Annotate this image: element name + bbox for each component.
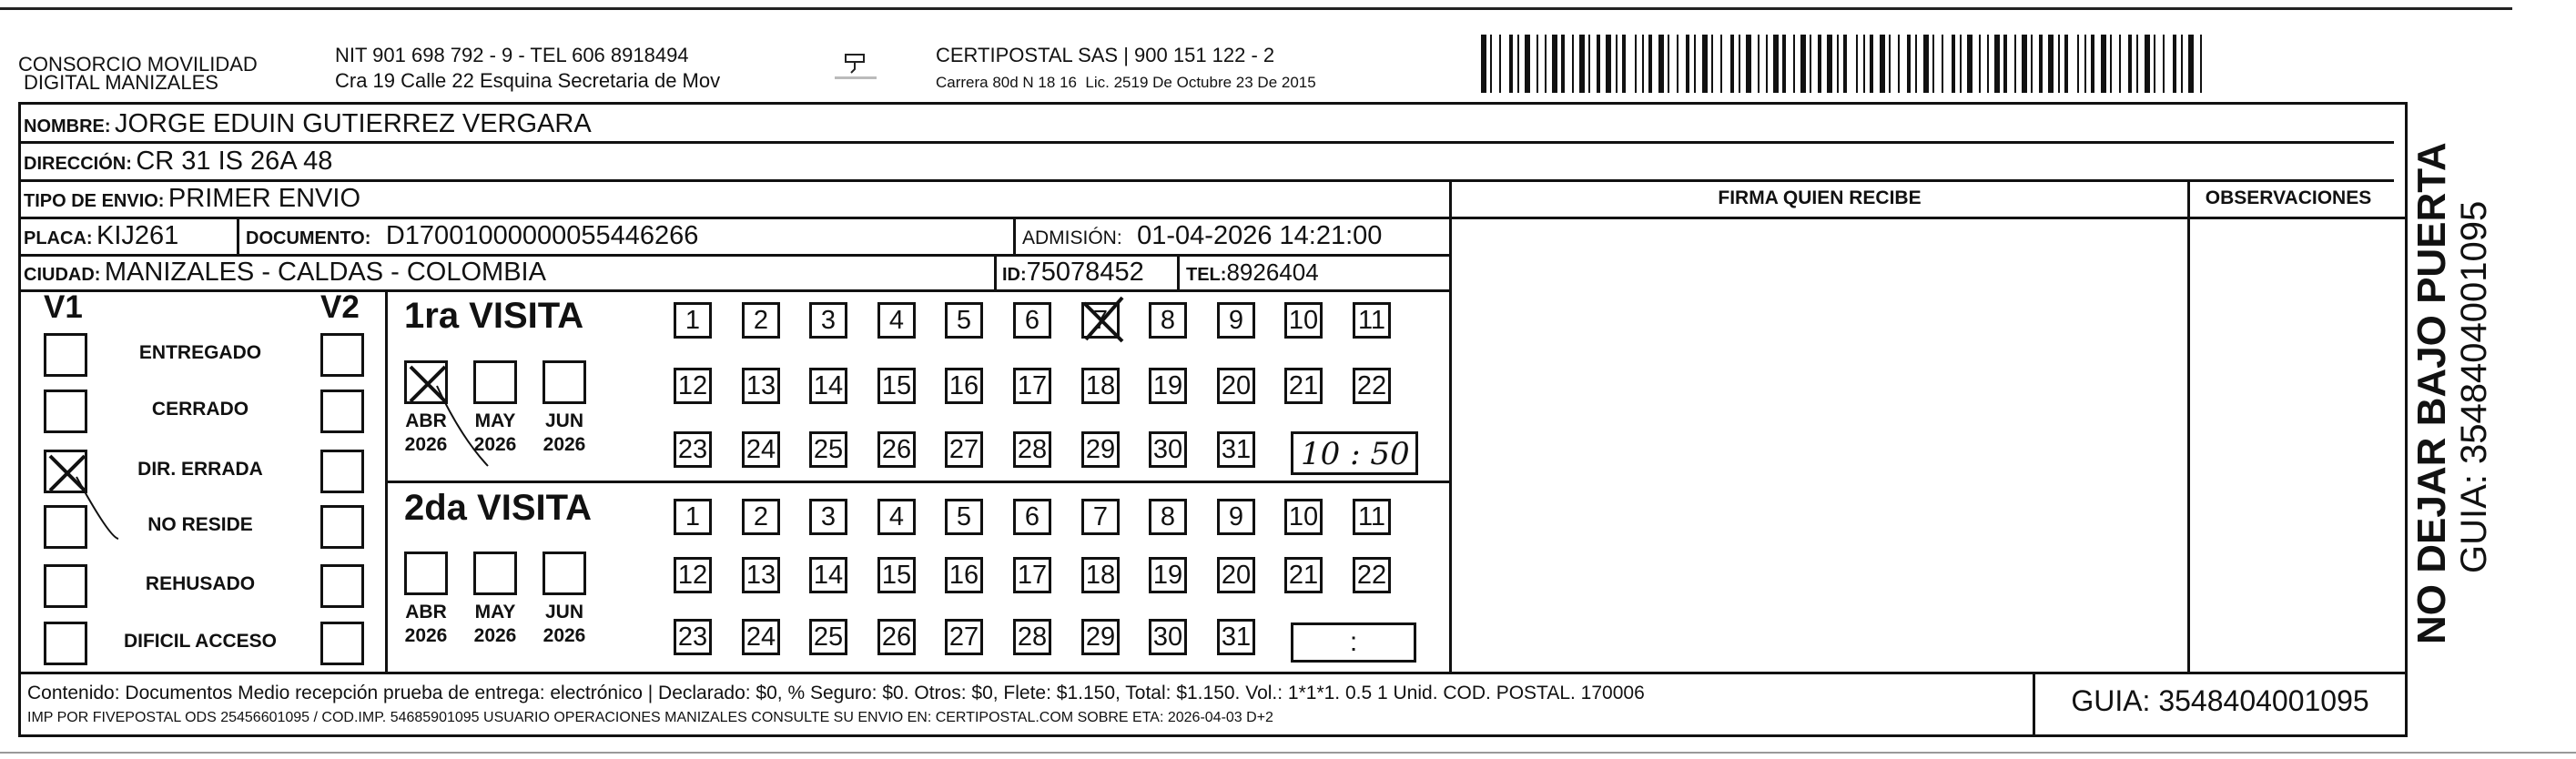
first-visit-day-number: 9 <box>1228 305 1244 335</box>
v2-checkbox[interactable] <box>320 390 364 433</box>
first-visit-day-number: 7 <box>1092 305 1109 335</box>
second-visit-day-box[interactable] <box>1149 499 1187 535</box>
row-divider-3 <box>18 217 2408 219</box>
first-visit-day-number: 27 <box>948 434 979 464</box>
second-visit-day-number: 15 <box>881 560 912 590</box>
second-visit-month-label: ABR <box>405 602 447 622</box>
pen-stroke-icon <box>433 382 506 473</box>
first-visit-day-number: 4 <box>888 305 905 335</box>
second-visit-day-box[interactable] <box>809 557 847 593</box>
second-visit-day-box[interactable] <box>1353 499 1391 535</box>
v2-checkbox[interactable] <box>320 622 364 665</box>
second-visit-day-box[interactable] <box>1217 619 1255 655</box>
second-visit-day-number: 17 <box>1017 560 1048 590</box>
status-label: CERRADO <box>151 399 249 420</box>
second-visit-day-number: 16 <box>948 560 979 590</box>
second-visit-title: 2da VISITA <box>404 488 592 528</box>
v1-checkbox[interactable] <box>44 622 87 665</box>
second-visit-day-box[interactable] <box>877 499 916 535</box>
id-value: 75078452 <box>1026 258 1144 287</box>
second-visit-day-number: 14 <box>813 560 844 590</box>
side-notice: NO DEJAR BAJO PUERTA <box>2409 142 2454 644</box>
sender-nit: NIT 901 698 792 - 9 - TEL 606 8918494 <box>335 44 689 66</box>
first-visit-day-number: 11 <box>1357 305 1386 335</box>
second-visit-day-box[interactable] <box>1013 499 1051 535</box>
nombre-label: NOMBRE: <box>24 116 111 137</box>
second-visit-day-number: 1 <box>685 501 701 531</box>
second-visit-month-year: 2026 <box>404 625 448 646</box>
v1-checkbox[interactable] <box>44 333 87 377</box>
second-visit-day-box[interactable] <box>945 619 983 655</box>
first-visit-day-box[interactable] <box>1284 302 1323 339</box>
tel-value: 8926404 <box>1226 258 1319 286</box>
second-visit-day-box[interactable] <box>877 557 916 593</box>
second-visit-day-number: 4 <box>888 501 905 531</box>
second-visit-month-checkbox[interactable] <box>404 552 448 595</box>
first-visit-day-number: 14 <box>813 370 844 400</box>
first-visit-day-box[interactable] <box>1013 302 1051 339</box>
admision-value: 01-04-2026 14:21:00 <box>1137 221 1383 250</box>
second-visit-day-box[interactable] <box>1081 499 1120 535</box>
first-visit-day-box[interactable] <box>809 368 847 404</box>
first-visit-day-box[interactable] <box>1081 302 1120 339</box>
status-label: DIR. ERRADA <box>137 459 263 480</box>
first-visit-month-year: 2026 <box>473 434 517 455</box>
status-label: DIFICIL ACCESO <box>123 631 277 652</box>
first-visit-day-box[interactable] <box>877 431 916 468</box>
documento-label: DOCUMENTO: <box>246 228 371 248</box>
firma-header: FIRMA QUIEN RECIBE <box>1718 187 1922 208</box>
v2-header: V2 <box>320 289 360 325</box>
second-visit-day-number: 27 <box>948 622 979 652</box>
second-visit-day-number: 11 <box>1357 501 1386 531</box>
documento-value: D17001000000055446266 <box>385 221 699 250</box>
v1-checkbox[interactable] <box>44 564 87 608</box>
second-visit-day-number: 22 <box>1356 560 1387 590</box>
id-divider <box>994 254 997 291</box>
v1-checkbox[interactable] <box>44 390 87 433</box>
x-mark-icon <box>1077 292 1131 347</box>
admision-divider <box>1013 217 1016 256</box>
tel-label: TEL: <box>1186 265 1227 285</box>
first-visit-day-box[interactable] <box>1149 431 1187 468</box>
second-visit-day-number: 8 <box>1160 501 1176 531</box>
first-visit-day-box[interactable] <box>945 302 983 339</box>
carrier-logo <box>815 49 897 86</box>
v2-checkbox[interactable] <box>320 564 364 608</box>
second-visit-month-label: JUN <box>544 602 583 622</box>
visits-divider <box>385 289 388 674</box>
observaciones-header: OBSERVACIONES <box>2205 187 2372 208</box>
first-visit-day-box[interactable] <box>674 302 712 339</box>
second-visit-day-number: 3 <box>820 501 837 531</box>
second-visit-day-box[interactable] <box>1081 557 1120 593</box>
second-visit-day-number: 9 <box>1228 501 1244 531</box>
second-visit-day-box[interactable] <box>809 619 847 655</box>
second-visit-day-box[interactable] <box>742 619 780 655</box>
second-visit-day-number: 7 <box>1092 501 1109 531</box>
carrier-address: Carrera 80d N 18 16 Lic. 2519 De Octubre 23 De 2015 <box>936 74 1316 91</box>
first-visit-day-box[interactable] <box>1353 302 1391 339</box>
second-visit-day-number: 12 <box>677 560 708 590</box>
first-visit-day-box[interactable] <box>809 302 847 339</box>
second-visit-day-number: 26 <box>881 622 912 652</box>
status-label: REHUSADO <box>145 573 256 594</box>
first-visit-day-box[interactable] <box>742 302 780 339</box>
second-visit-day-box[interactable] <box>809 499 847 535</box>
first-visit-day-number: 23 <box>677 434 708 464</box>
second-visit-month-year: 2026 <box>543 625 586 646</box>
second-visit-day-number: 28 <box>1017 622 1048 652</box>
first-visit-day-number: 24 <box>745 434 776 464</box>
first-visit-day-box[interactable] <box>1149 302 1187 339</box>
visit-divider <box>385 481 1452 483</box>
first-visit-day-box[interactable] <box>877 368 916 404</box>
first-visit-time-handwritten: 10 : 50 <box>1301 436 1410 472</box>
sender-name-line1: CONSORCIO MOVILIDAD <box>18 53 258 76</box>
first-visit-month-checkbox[interactable] <box>543 360 586 404</box>
first-visit-day-box[interactable] <box>1013 368 1051 404</box>
first-visit-day-box[interactable] <box>945 368 983 404</box>
footer-divider <box>18 672 2408 674</box>
first-visit-day-number: 17 <box>1017 370 1048 400</box>
v2-checkbox[interactable] <box>320 450 364 493</box>
second-visit-month-checkbox[interactable] <box>473 552 517 595</box>
first-visit-day-box[interactable] <box>742 368 780 404</box>
first-visit-day-number: 2 <box>753 305 769 335</box>
second-visit-day-box[interactable] <box>945 499 983 535</box>
second-visit-day-number: 29 <box>1085 622 1116 652</box>
second-visit-day-number: 20 <box>1221 560 1252 590</box>
tipo-envio-label: TIPO DE ENVIO: <box>24 191 165 211</box>
second-visit-day-number: 13 <box>745 560 776 590</box>
second-visit-day-number: 5 <box>956 501 972 531</box>
first-visit-day-box[interactable] <box>674 431 712 468</box>
first-visit-day-box[interactable] <box>1217 368 1255 404</box>
first-visit-day-number: 22 <box>1356 370 1387 400</box>
sender-name-line2: DIGITAL MANIZALES <box>24 71 218 94</box>
direccion-label: DIRECCIÓN: <box>24 154 132 174</box>
ciudad-field <box>24 258 546 290</box>
second-visit-month-label: MAY <box>474 602 516 622</box>
first-visit-day-number: 10 <box>1288 305 1319 335</box>
placa-divider <box>237 217 239 256</box>
first-visit-day-box[interactable] <box>945 431 983 468</box>
first-visit-day-box[interactable] <box>1284 368 1323 404</box>
second-visit-time-box[interactable] <box>1291 622 1416 663</box>
second-visit-month-year: 2026 <box>473 625 517 646</box>
nombre-value: JORGE EDUIN GUTIERREZ VERGARA <box>115 109 592 138</box>
second-visit-day-box[interactable] <box>1217 557 1255 593</box>
second-visit-day-box[interactable] <box>1284 557 1323 593</box>
first-visit-day-box[interactable] <box>742 431 780 468</box>
barcode <box>1479 35 2212 93</box>
footer-content-line: Contenido: Documentos Medio recepción prueba de entrega: electrónico | Declarado: $0, % Seguro: $0. Otros: $0, Flete: $1.150, Total: $1.150. Vol.: 1*1*1. 0.5 1 Unid. COD. POSTAL. 170006 <box>27 683 1645 703</box>
second-visit-day-number: 18 <box>1085 560 1116 590</box>
first-visit-day-number: 1 <box>685 305 701 335</box>
first-visit-day-number: 8 <box>1160 305 1176 335</box>
carrier-logo-icon <box>815 49 897 86</box>
first-visit-day-number: 3 <box>820 305 837 335</box>
first-visit-day-box[interactable] <box>1149 368 1187 404</box>
admision-label: ADMISIÓN: <box>1022 228 1122 248</box>
second-visit-day-box[interactable] <box>945 557 983 593</box>
first-visit-day-number: 18 <box>1085 370 1116 400</box>
first-visit-day-box[interactable] <box>674 368 712 404</box>
first-visit-day-number: 6 <box>1024 305 1040 335</box>
second-visit-day-number: 21 <box>1288 560 1319 590</box>
nombre-field <box>24 110 592 142</box>
first-visit-day-number: 21 <box>1288 370 1319 400</box>
second-visit-day-box[interactable] <box>742 557 780 593</box>
admision-field <box>1022 222 1382 254</box>
first-visit-day-number: 19 <box>1152 370 1183 400</box>
direccion-field <box>24 147 332 179</box>
first-visit-day-box[interactable] <box>809 431 847 468</box>
tipo-envio-value: PRIMER ENVIO <box>167 184 361 213</box>
first-visit-day-number: 29 <box>1085 434 1116 464</box>
first-visit-month-year: 2026 <box>404 434 448 455</box>
bottom-edge-line <box>0 752 2576 754</box>
first-visit-day-number: 31 <box>1221 434 1252 464</box>
v2-checkbox[interactable] <box>320 333 364 377</box>
first-visit-day-box[interactable] <box>877 302 916 339</box>
row-divider-2 <box>18 179 2394 182</box>
documento-field <box>246 222 698 254</box>
first-visit-day-number: 28 <box>1017 434 1048 464</box>
second-visit-day-box[interactable] <box>674 557 712 593</box>
tel-divider <box>1177 254 1180 291</box>
first-visit-day-number: 12 <box>677 370 708 400</box>
second-visit-day-box[interactable] <box>1284 499 1323 535</box>
first-visit-day-number: 20 <box>1221 370 1252 400</box>
first-visit-title: 1ra VISITA <box>404 296 584 336</box>
second-visit-day-box[interactable] <box>1149 557 1187 593</box>
footer-print-line: IMP POR FIVEPOSTAL ODS 25456601095 / COD.IMP. 54685901095 USUARIO OPERACIONES MANIZALES CONSULTE SU ENVIO EN: CERTIPOSTAL.COM SOBRE ETA: 2026-04-03 D+2 <box>27 710 1273 725</box>
second-visit-day-box[interactable] <box>742 499 780 535</box>
tipo-envio-field <box>24 185 360 217</box>
second-visit-day-number: 19 <box>1152 560 1183 590</box>
second-visit-day-box[interactable] <box>1081 619 1120 655</box>
first-visit-time-box[interactable] <box>1291 431 1418 475</box>
first-visit-day-number: 30 <box>1152 434 1183 464</box>
id-label: ID: <box>1002 265 1027 285</box>
ciudad-label: CIUDAD: <box>24 265 101 285</box>
second-visit-day-number: 6 <box>1024 501 1040 531</box>
second-visit-day-box[interactable] <box>1353 557 1391 593</box>
first-visit-day-box[interactable] <box>1081 368 1120 404</box>
second-visit-day-number: 23 <box>677 622 708 652</box>
first-visit-month-label: ABR <box>405 410 447 431</box>
first-visit-day-box[interactable] <box>1353 368 1391 404</box>
first-visit-day-box[interactable] <box>1013 431 1051 468</box>
v1-header: V1 <box>44 289 83 325</box>
second-visit-day-number: 31 <box>1221 622 1252 652</box>
second-visit-day-box[interactable] <box>674 619 712 655</box>
second-visit-day-number: 10 <box>1288 501 1319 531</box>
first-visit-day-number: 25 <box>813 434 844 464</box>
second-visit-day-number: 24 <box>745 622 776 652</box>
first-visit-day-number: 15 <box>881 370 912 400</box>
second-visit-day-box[interactable] <box>1217 499 1255 535</box>
second-visit-day-box[interactable] <box>674 499 712 535</box>
first-visit-day-number: 26 <box>881 434 912 464</box>
first-visit-month-label: MAY <box>474 410 516 431</box>
placa-field <box>24 222 178 254</box>
second-visit-month-checkbox[interactable] <box>543 552 586 595</box>
second-visit-day-box[interactable] <box>877 619 916 655</box>
status-label: ENTREGADO <box>138 342 262 363</box>
tel-field <box>1186 258 1319 290</box>
second-visit-day-box[interactable] <box>1013 619 1051 655</box>
second-visit-day-number: 25 <box>813 622 844 652</box>
side-guia: GUIA: 3548404001095 <box>2454 200 2494 573</box>
first-visit-day-box[interactable] <box>1081 431 1120 468</box>
top-edge-line <box>0 7 2512 10</box>
ciudad-value: MANIZALES - CALDAS - COLOMBIA <box>104 258 546 287</box>
footer-guia: GUIA: 3548404001095 <box>2071 684 2369 717</box>
second-visit-day-number: 2 <box>753 501 769 531</box>
first-visit-day-box[interactable] <box>1217 431 1255 468</box>
second-visit-day-box[interactable] <box>1149 619 1187 655</box>
carrier-name: CERTIPOSTAL SAS | 900 151 122 - 2 <box>936 44 1275 66</box>
id-field <box>1002 258 1144 290</box>
v2-checkbox[interactable] <box>320 505 364 549</box>
first-visit-day-number: 5 <box>956 305 972 335</box>
first-visit-month-year: 2026 <box>543 434 586 455</box>
second-visit-day-box[interactable] <box>1013 557 1051 593</box>
placa-label: PLACA: <box>24 228 93 248</box>
placa-value: KIJ261 <box>96 221 179 250</box>
status-label: NO RESIDE <box>147 514 253 535</box>
second-visit-time: : <box>1349 627 1358 657</box>
second-visit-day-number: 30 <box>1152 622 1183 652</box>
first-visit-day-box[interactable] <box>1217 302 1255 339</box>
first-visit-day-number: 13 <box>745 370 776 400</box>
pen-stroke-icon <box>73 473 182 555</box>
first-visit-month-label: JUN <box>544 410 583 431</box>
direccion-value: CR 31 IS 26A 48 <box>136 147 333 176</box>
sender-address: Cra 19 Calle 22 Esquina Secretaria de Mov <box>335 69 721 92</box>
col-divider-firma <box>1449 179 1452 674</box>
row-divider-4 <box>18 254 1452 257</box>
col-divider-obs <box>2187 179 2190 674</box>
first-visit-day-number: 16 <box>948 370 979 400</box>
